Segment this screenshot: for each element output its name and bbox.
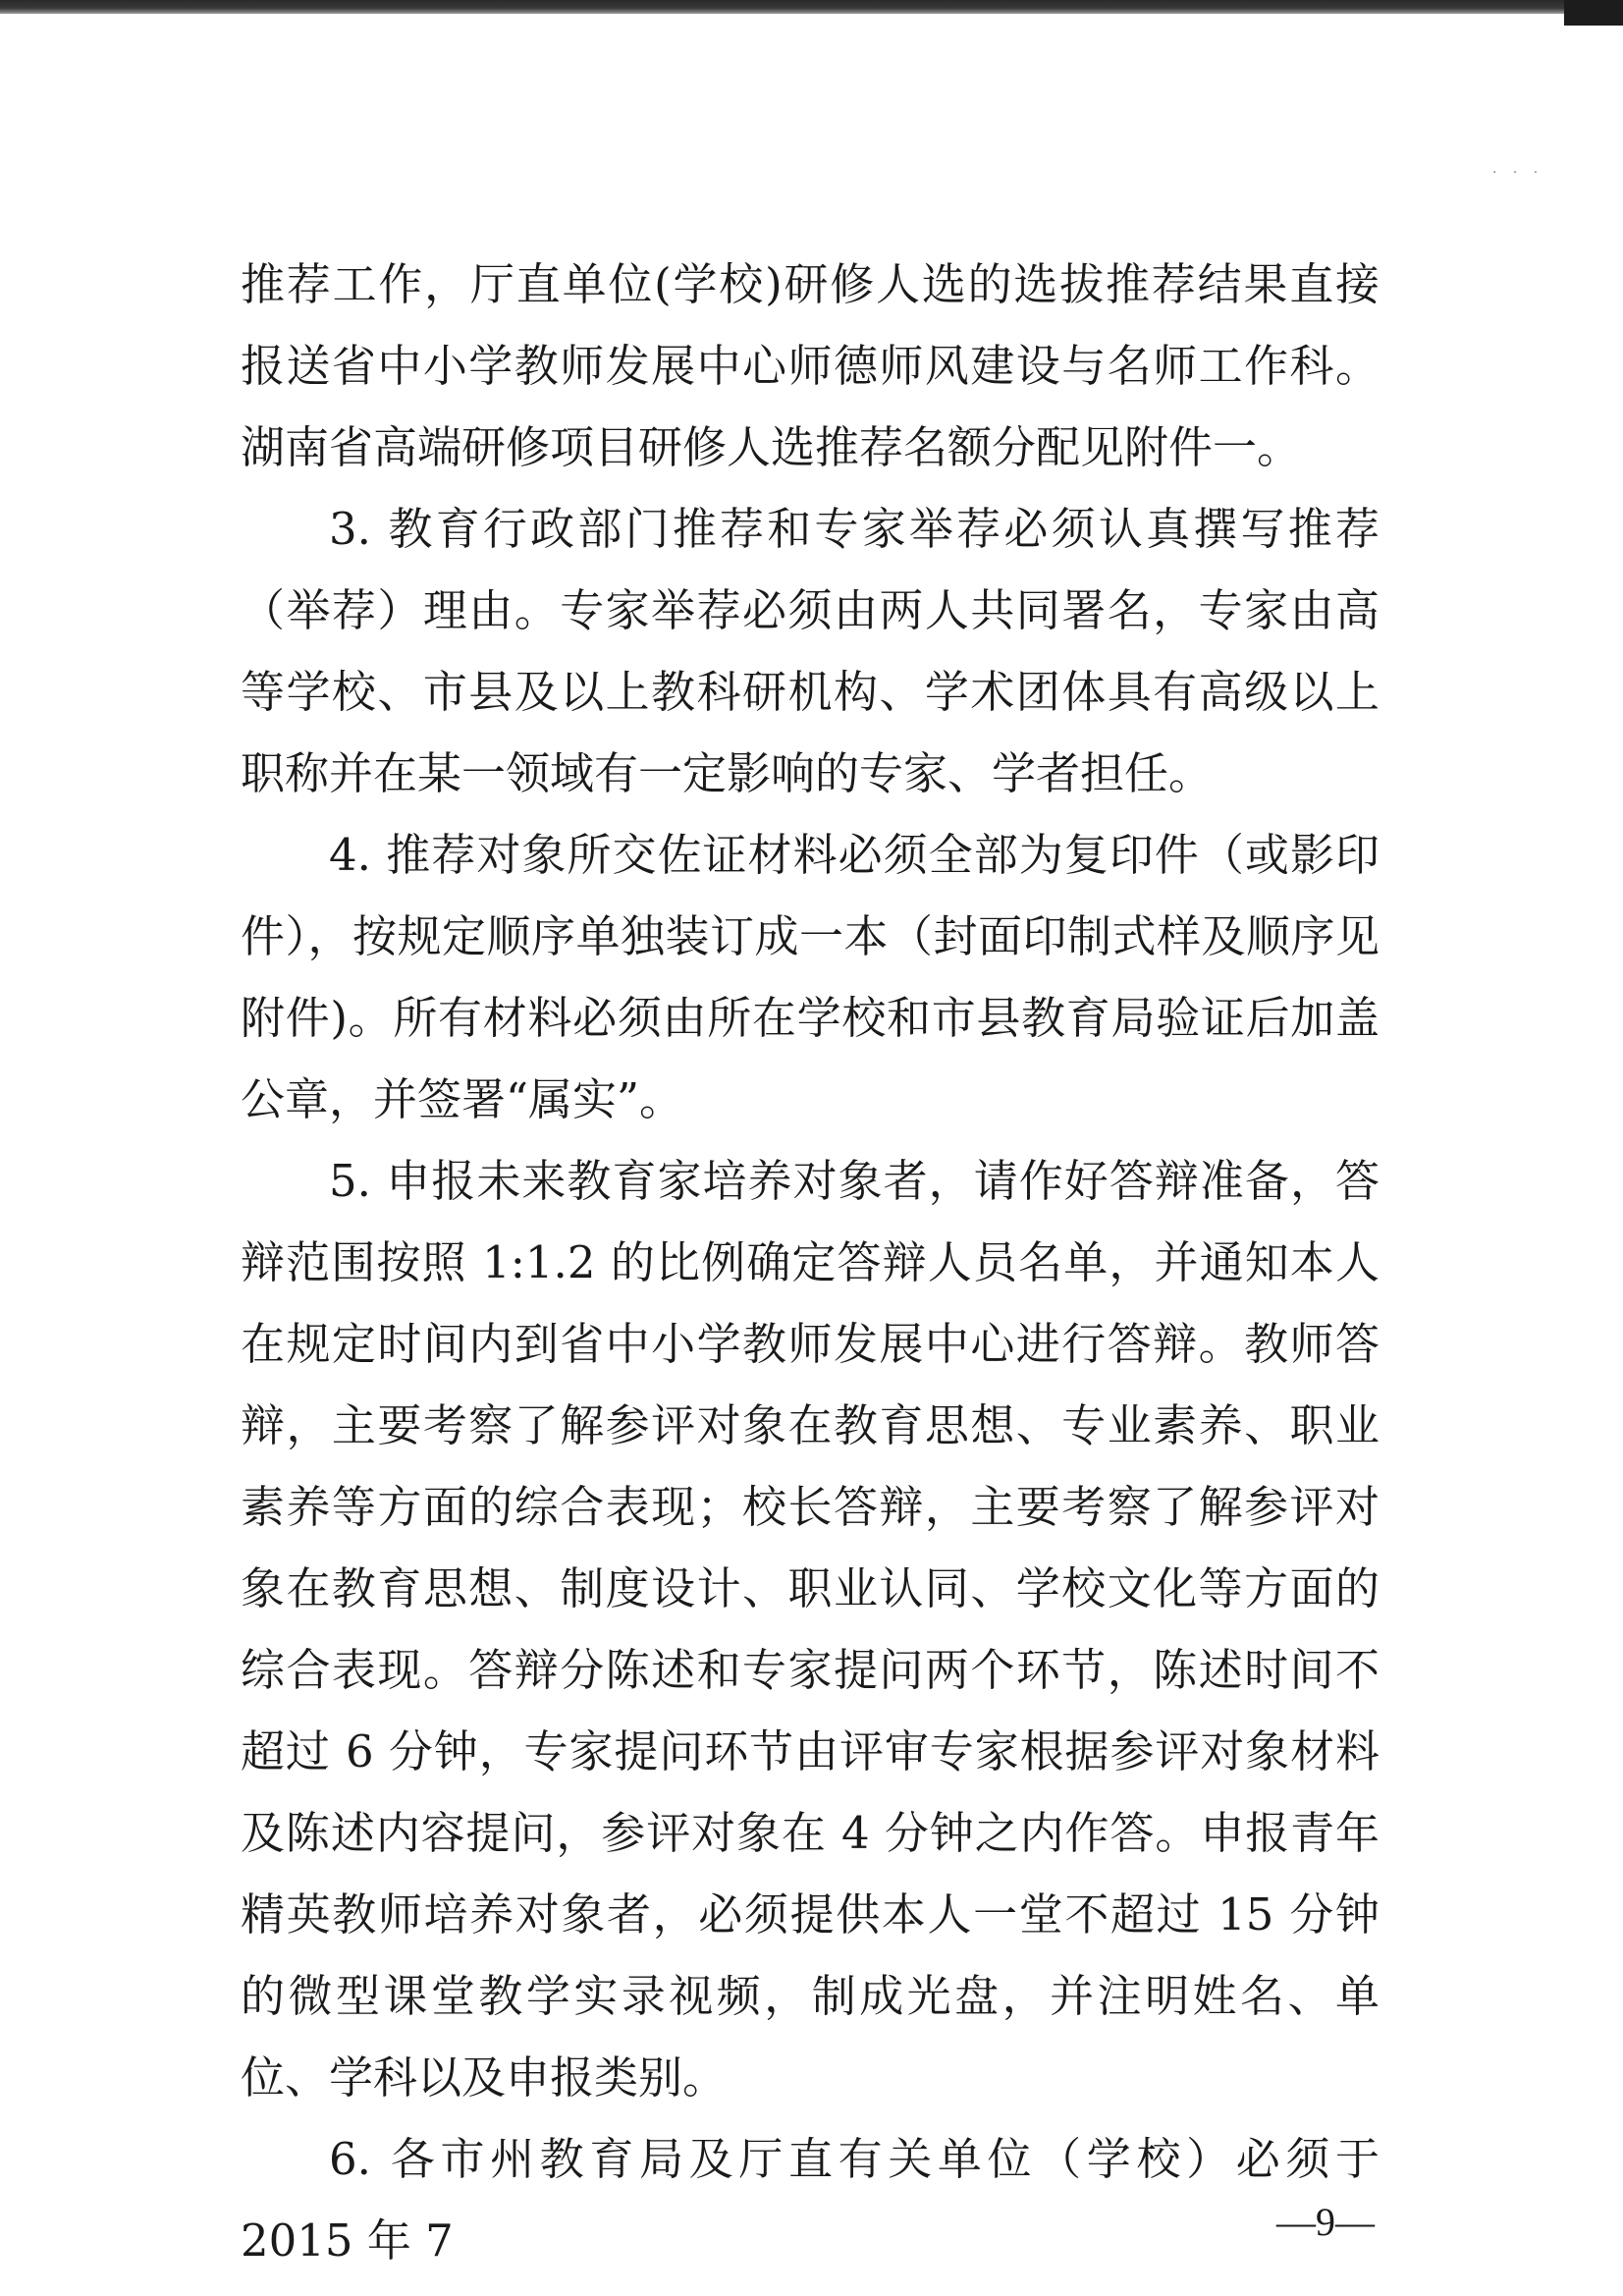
document-body (241, 244, 1380, 2281)
paragraph-item-5: 5. 申报未来教育家培养对象者，请作好答辩准备，答辩范围按照 1:1.2 的比例确定答辩人员名单，并通知本人在规定时间内到省中小学教师发展中心进行答辩。教师答辩，主要考察了解参评对象在教育思想、专业素养、职业素养等方面的综合表现；校长答辩，主要考察了解参评对象在教育思想、制度设计、职业认同、学校文化等方面的综合表现。答辩分陈述和专家提问两个环节，陈述时间不超过 6 分钟，专家提问环节由评审专家根据参评对象材料及陈述内容提问，参评对象在 4 分钟之内作答。申报青年精英教师培养对象者，必须提供本人一堂不超过 15 分钟的微型课堂教学实录视频，制成光盘，并注明姓名、单位、学科以及申报类别。 (241, 1155, 1380, 2104)
page-number: —9— (1276, 2200, 1375, 2244)
paragraph-item-3: 3. 教育行政部门推荐和专家举荐必须认真撰写推荐（举荐）理由。专家举荐必须由两人共同署名，专家由高等学校、市县及以上教科研机构、学术团体具有高级以上职称并在某一领域有一定影响的专家、学者担任。 (241, 503, 1380, 799)
paragraph-continuation: 推荐工作，厅直单位(学校)研修人选的选拔推荐结果直接报送省中小学教师发展中心师德师风建设与名师工作科。湖南省高端研修项目研修人选推荐名额分配见附件一。 (241, 258, 1380, 473)
paragraph-item-6: 6. 各市州教育局及厅直有关单位（学校）必须于 2015 年 7 (241, 2133, 1380, 2267)
paragraph-item-4: 4. 推荐对象所交佐证材料必须全部为复印件（或影印件），按规定顺序单独装订成一本（封面印制式样及顺序见附件)。所有材料必须由所在学校和市县教育局验证后加盖公章，并签署“属实”。 (241, 829, 1380, 1125)
scan-corner-mark (1564, 0, 1623, 26)
scan-speck: · · · (1492, 165, 1544, 181)
scan-top-edge (0, 0, 1623, 14)
